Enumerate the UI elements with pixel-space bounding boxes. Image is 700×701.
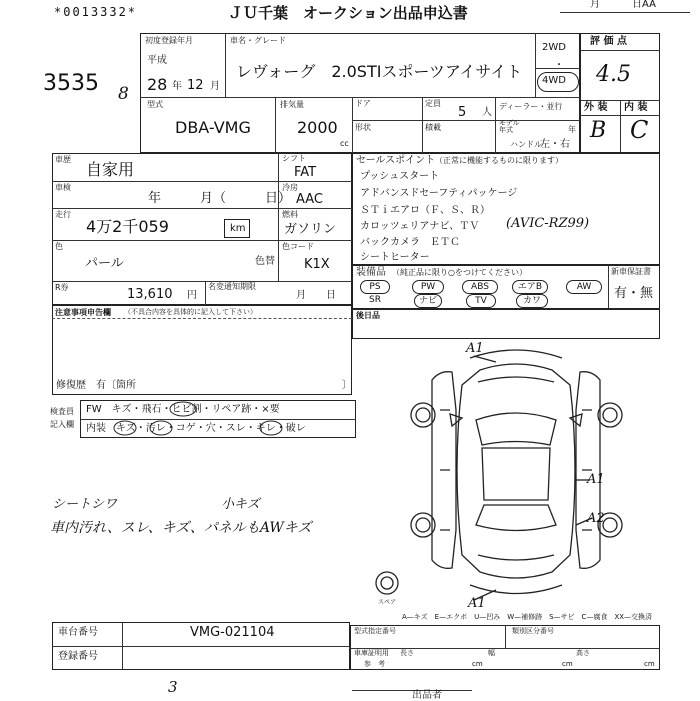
load-label: 積載 — [425, 123, 441, 132]
ac-label: 冷房 — [282, 183, 298, 192]
score-label: 評 価 点 — [590, 36, 627, 47]
sales-point-item: カロッツェリアナビ、ＴＶ — [360, 221, 480, 232]
category-label: 類別区分番号 — [512, 627, 554, 635]
inspector-label: 検査員 — [50, 407, 74, 416]
model-name: レヴォーグ 2.0STIスポーツアイサイト — [236, 62, 523, 81]
doors-label: ドア — [355, 99, 371, 108]
equipment-heading: 装備品 — [356, 267, 386, 278]
notice-value: 月 日 — [296, 290, 336, 301]
dealer-label: ディーラー・並行 — [499, 102, 563, 111]
remark-line-1: シートシワ 小キズ — [52, 497, 260, 512]
color-value: パール — [85, 256, 124, 271]
length-label: 長さ — [400, 649, 414, 657]
color-change-label: 色替 — [255, 256, 275, 267]
bottom-mark: 3 — [168, 678, 178, 696]
sales-points-heading: セールスポイント — [356, 155, 436, 166]
damage-mark-right-1: A1 — [587, 472, 605, 487]
date-month: 月 — [590, 0, 600, 10]
steering-label: ハンドル — [510, 140, 542, 149]
equip-abs: ABS — [462, 280, 498, 294]
repair-history-label: 修復歴 有〔箇所 — [56, 380, 136, 391]
displacement-label: 排気量 — [280, 100, 304, 109]
mileage-label: 走行 — [55, 210, 71, 219]
exterior-grade: B — [590, 118, 607, 143]
reg-month: 12 — [187, 78, 204, 93]
registration-label: 登録番号 — [58, 651, 98, 662]
spare-label: スペア — [378, 599, 397, 606]
new-car-label: 新車保証書 — [611, 267, 651, 276]
equip-pw: PW — [412, 280, 444, 294]
equip-sr: SR — [369, 295, 381, 305]
width-label: 幅 — [488, 649, 495, 657]
recycle-label: R券 — [55, 283, 69, 292]
equip-airbag: エアB — [512, 280, 548, 294]
type-label: 型式 — [147, 100, 163, 109]
rear-item-box — [352, 309, 660, 339]
era: 平成 — [147, 55, 167, 66]
serial-number: *0013332* — [54, 5, 138, 19]
sales-point-item: シートヒーター — [360, 252, 430, 263]
capacity: 5 — [458, 105, 467, 120]
car-damage-diagram — [370, 340, 660, 615]
model-label: 車名・グレード — [230, 36, 286, 45]
notice-label: 名変通知期限 — [208, 282, 256, 291]
chassis-number: VMG-021104 — [190, 625, 275, 640]
shape-label: 形状 — [355, 123, 371, 132]
inspector-circles — [80, 400, 356, 438]
type-code: DBA-VMG — [175, 118, 251, 137]
color-code-label: 色コード — [282, 242, 314, 251]
damage-mark-front: A1 — [466, 341, 484, 356]
new-car-value: 有・無 — [614, 286, 654, 301]
rear-label: 後日品 — [356, 311, 380, 320]
first-reg-label: 初度登録年月 — [145, 36, 193, 45]
damage-legend: A—キズ E—エクボ U—凹み W—補修跡 S—サビ C—腐食 XX—交換済 — [402, 613, 653, 621]
ac-value: AAC — [296, 192, 323, 207]
exhibitor-label: 出品者 — [412, 690, 442, 701]
grade-score: 4.5 — [596, 62, 631, 87]
fuel-label: 燃料 — [282, 210, 298, 219]
lot-mark: 8 — [118, 84, 129, 104]
lot-number: 3535 — [43, 71, 99, 96]
damage-mark-right-2: A2 — [587, 511, 605, 526]
displacement: 2000 — [297, 118, 338, 137]
sales-point-item: バックカメラ ＥＴＣ — [360, 237, 460, 248]
shift-value: FAT — [294, 165, 317, 180]
color-code: K1X — [304, 257, 330, 272]
type-designation-label: 型式指定番号 — [354, 627, 396, 635]
mileage-value: 4万2千059 — [86, 217, 169, 236]
recycle-value: 13,610 — [127, 287, 173, 302]
equip-leather: カワ — [516, 294, 548, 308]
date-day: 日AA — [632, 0, 656, 10]
navi-note: (AVIC-RZ99) — [506, 216, 590, 231]
sales-point-item: ＳＴｉエアロ（Ｆ、Ｓ、Ｒ） — [360, 205, 490, 216]
usage-label: 車歴 — [55, 155, 71, 164]
inspector-exterior: FW キズ・飛石・ヒビ割・リペア跡・×要 — [86, 404, 280, 415]
inspection-value: 年 月（ 日） — [148, 191, 292, 206]
model-year-label: モデル年式 — [499, 119, 520, 134]
drive-2wd: 2WD — [542, 42, 566, 53]
exterior-label: 外 装 — [584, 102, 608, 113]
interior-label: 内 装 — [624, 102, 648, 113]
shift-label: シフト — [282, 154, 306, 163]
date-underline — [560, 12, 690, 13]
fuel-value: ガソリン — [284, 222, 337, 237]
equip-navi: ナビ — [414, 294, 442, 308]
equip-ps: PS — [360, 280, 390, 294]
usage-value: 自家用 — [86, 160, 135, 179]
remark-line-2: 車内汚れ、スレ、キズ、パネルもAWキズ — [50, 520, 312, 536]
sales-point-item: プッシュスタート — [360, 171, 440, 182]
drive-4wd: 4WD — [542, 75, 566, 86]
caution-label: 注意事項申告欄 — [55, 308, 111, 317]
interior-grade: C — [630, 116, 649, 144]
damage-mark-rear: A1 — [468, 596, 486, 611]
inspection-label: 車検 — [55, 183, 71, 192]
inspector-interior: 内装 キズ・汚レ・コゲ・穴・スレ・キレ・破レ — [86, 423, 306, 434]
equip-aw: AW — [566, 280, 602, 294]
steering-value: 左・右 — [540, 139, 570, 150]
equip-tv: TV — [466, 294, 496, 308]
height-label: 高さ — [576, 649, 590, 657]
chassis-label: 車台番号 — [58, 627, 98, 638]
sales-point-item: アドバンスドセーフティパッケージ — [360, 188, 518, 199]
cert-label: 車庫証明用 — [354, 649, 389, 657]
auction-sheet-page: *0013332* ＪＵ千葉 オークション出品申込書 月 日AA 3535 8 初度登録年月 平成 28 年 12 月 車名・グレード レヴォーグ 2.0STIスポーツアイサイト 2WD ・ 4WD 型式 DBA-VMG 排気量 2000 cc ドア 定員 5 人 ディーラー・並行 形状 積載 モデル年式 年 ハンドル 左・右 評 価 点 4.5 外 装 内 装 B C 車歴 自家用 車検 年 月（ 日） 走行 4万2千059 km 色 パール 色替 R券 13,610 円 名変通知期限 月 日 シフト FAT 冷房 AAC 燃料 ガソリン 色コード K1X セールスポイント （正常に機能するものに限ります） プッシュスタート アドバンスドセーフティパッケージ ＳＴｉエアロ（Ｆ、Ｓ、Ｒ） カロッツェリアナビ、ＴＶ (AVIC-RZ99) バックカメラ ＥＴＣ シートヒーター 装備品 （純正品に限り○をつけてください） PS PW ABS エアB AW SR ナビ TV カワ 新車保証書 有・無 注意事項申告欄 （不具合内容を具体的に記入して下さい） 修復歴 有〔箇所 〕 後日品 検査員 記入欄 FW キズ・飛石・ヒビ割・リペア跡・×要 内装 キズ・汚レ・コゲ・穴・スレ・キレ・破レ シートシワ 小キズ 車内汚れ、スレ、キズ、パネルもAWキズ A1 A1 A2 A1 スペア A—キズ E—エクボ U—凹み W—補修跡 S—サビ C—腐食 XX—交換済 車台番号 VMG-021104 登録番号 型式指定番号 類別区分番号 車庫証明用 参 考 長さ cm 幅 cm 高さ cm 3 出品者 — [0, 0, 700, 700]
reg-year: 28 — [147, 75, 168, 94]
sheet-title: ＪＵ千葉 オークション出品申込書 — [228, 4, 468, 22]
color-label: 色 — [55, 242, 63, 251]
capacity-label: 定員 — [425, 99, 441, 108]
